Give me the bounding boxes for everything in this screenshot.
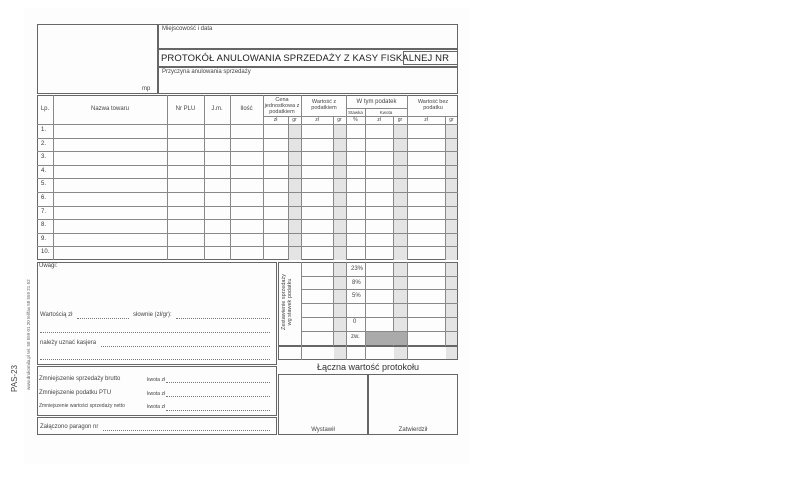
sub-zl: zł	[424, 117, 428, 123]
rate-8: 8%	[352, 280, 361, 286]
table-row[interactable]	[53, 246, 457, 260]
gross-amount-field[interactable]	[166, 382, 270, 383]
table-row[interactable]	[53, 151, 457, 165]
table-row[interactable]	[53, 192, 457, 206]
rate-0: 0	[353, 319, 357, 325]
net-label: Zmniejszenie wartości sprzedaży netto	[39, 403, 125, 409]
col-tax-rate: Stawka	[348, 110, 363, 115]
table-row-number: 7.	[41, 209, 47, 215]
sub-gr: gr	[397, 117, 403, 123]
table-row-number: 3.	[41, 154, 47, 160]
table-row-number: 5.	[41, 181, 47, 187]
sub-gr: gr	[337, 117, 342, 123]
sub-zl: zł	[273, 117, 278, 123]
total-label: Łączna wartość protokołu	[316, 362, 420, 372]
page-title: PROTOKÓŁ ANULOWANIA SPRZEDAŻY Z KASY FISKALNEJ NR	[161, 53, 450, 64]
rate-summary-label: Zestawienie sprzedaży wg stawek podatku	[281, 274, 293, 330]
kwota-label: kwota zł	[147, 377, 166, 383]
table-row[interactable]	[53, 233, 457, 247]
ptu-amount-field[interactable]	[166, 396, 270, 397]
table-row[interactable]	[53, 165, 457, 179]
value-label: Wartością zł	[40, 312, 73, 318]
words-field[interactable]	[176, 318, 270, 319]
net-amount-field[interactable]	[166, 410, 270, 411]
cashier-field-line2[interactable]	[40, 359, 270, 360]
table-row[interactable]	[53, 219, 457, 233]
stamp-label: mp	[142, 86, 151, 92]
table-row[interactable]	[53, 124, 457, 138]
words-field-line2[interactable]	[40, 332, 270, 333]
reason-label: Przyczyna anulowania sprzedaży	[162, 69, 251, 75]
col-name: Nazwa towaru	[90, 106, 129, 112]
publisher-info: www.drukomila.pl tel. 58 559 01 20 tel/fax 58 559 21 52	[26, 279, 31, 390]
approved-signature-box[interactable]	[368, 374, 458, 435]
table-row[interactable]	[53, 138, 457, 152]
table-row-number: 4.	[41, 168, 47, 174]
kwota-label: kwota zł	[147, 404, 166, 410]
sub-gr: gr	[449, 117, 454, 123]
place-date-label: Miejscowość i data	[162, 26, 213, 32]
col-net: Wartość bez podatku	[417, 99, 449, 111]
cashier-field[interactable]	[101, 346, 270, 347]
col-plu: Nr PLU	[175, 106, 196, 112]
issued-label: Wystawił	[311, 427, 335, 433]
table-row-number: 9.	[41, 236, 47, 242]
remarks-label: Uwagi:	[39, 263, 58, 269]
rate-23: 23%	[351, 266, 364, 272]
table-row[interactable]	[53, 178, 457, 192]
refund-label: należy uznać kasjera	[40, 340, 97, 346]
sub-zl: zł	[377, 117, 381, 123]
zw-shaded-cell	[366, 331, 407, 345]
words-label: słownie (zł/gr):	[133, 312, 172, 318]
total-row	[278, 346, 458, 360]
col-qty: Ilość	[240, 106, 253, 112]
approved-label: Zatwierdził	[398, 427, 428, 433]
value-field[interactable]	[77, 318, 129, 319]
col-price: Cena jednostkowa z podatkiem	[264, 97, 300, 115]
stamp-box[interactable]	[37, 24, 158, 94]
gross-label: Zmniejszenie sprzedaży brutto	[39, 376, 121, 382]
sub-gr: gr	[292, 117, 297, 123]
rate-5: 5%	[352, 293, 361, 299]
table-row-number: 1.	[41, 127, 47, 133]
issued-signature-box[interactable]	[278, 374, 368, 435]
kwota-label: kwota zł	[147, 391, 166, 397]
col-tax: W tym podatek	[356, 99, 397, 105]
col-lp: Lp.	[40, 106, 50, 112]
register-number-field[interactable]	[403, 51, 458, 65]
rate-zw: zw.	[351, 334, 360, 340]
table-row-number: 10.	[41, 249, 50, 255]
table-row[interactable]	[53, 206, 457, 220]
receipt-label: Załączono paragon nr	[40, 424, 99, 430]
table-row-number: 6.	[41, 195, 47, 201]
receipt-number-field[interactable]	[103, 430, 270, 431]
col-tax-amount: Kwota	[379, 110, 393, 115]
col-jm: J.m.	[211, 106, 223, 112]
sub-percent: %	[353, 117, 358, 123]
ptu-label: Zmniejszenie podatku PTU	[39, 390, 112, 396]
table-row-number: 8.	[41, 222, 47, 228]
table-row-number: 2.	[41, 141, 47, 147]
sub-zl: zł	[315, 117, 319, 123]
form-code: PAS-23	[10, 365, 19, 392]
col-value: Wartość z podatkiem	[311, 99, 337, 111]
